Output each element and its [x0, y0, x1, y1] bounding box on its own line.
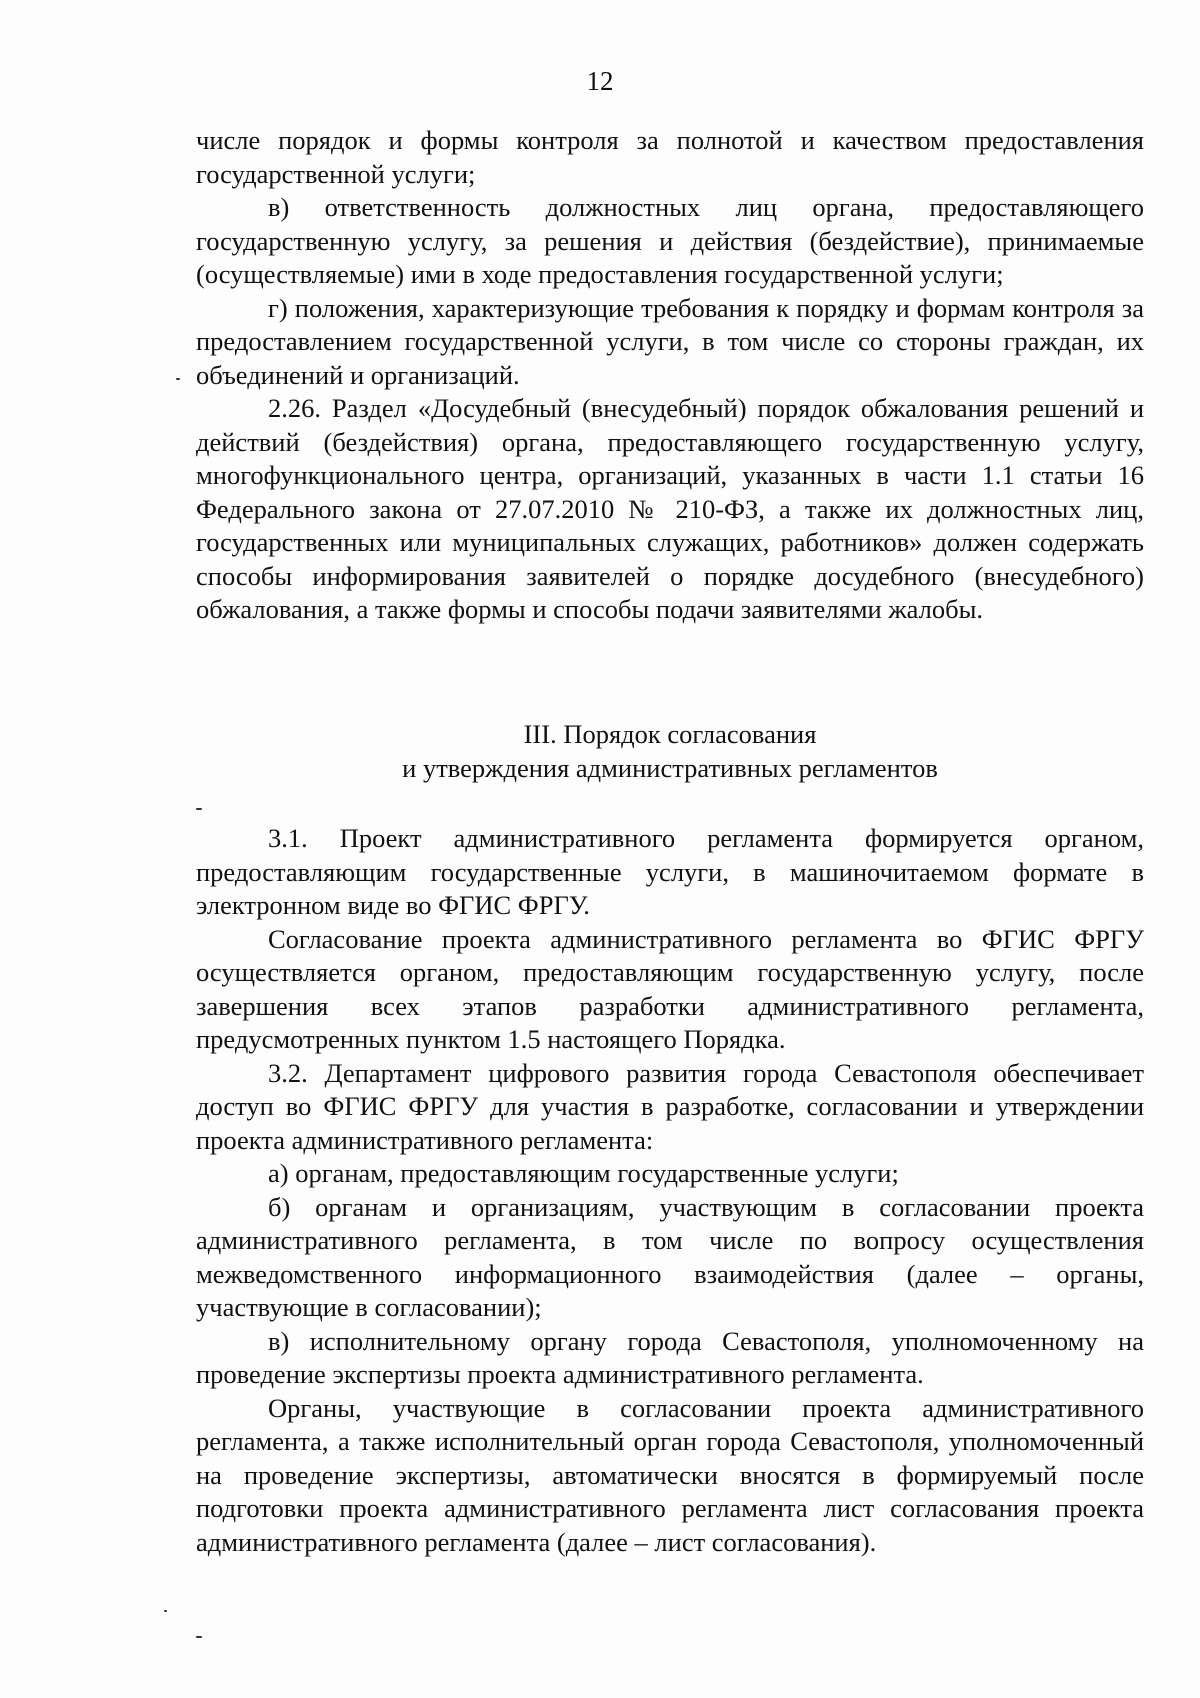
- paragraph: б) органам и организациям, участвующим в согласовании проекта административного регламента, в том числе по вопросу осуществления межведомственного информационного взаимодействия (далее – органы, участвующие в согласовании);: [196, 1191, 1144, 1322]
- page-number: 12: [586, 66, 614, 96]
- paragraph: 2.26. Раздел «Досудебный (внесудебный) порядок обжалования решений и действий (бездействия) органа, предоставляющего государственную услугу, многофункционального центра, организаций, указанных в части 1.1 статьи 16 Федерального закона от 27.07.2010 № 210-ФЗ, а также их должностных лиц, государственных или муниципальных служащих, работников» должен содержать способы информирования заявителей о порядке досудебного (внесудебного) обжалования, а также формы и способы подачи заявителями жалобы.: [196, 393, 1144, 624]
- paragraph: Согласование проекта административного регламента во ФГИС ФРГУ осуществляется органом, предоставляющим государственную услугу, после завершения всех этапов разработки административного регламента, предусмотренных пунктом 1.5 настоящего Порядка.: [196, 923, 1144, 1054]
- section-3-text: [196, 822, 1144, 1559]
- heading-line: и утверждения административных регламентов: [402, 752, 938, 783]
- scan-speck: [164, 1610, 167, 1612]
- paragraph: 3.2. Департамент цифрового развития города Севастополя обеспечивает доступ во ФГИС ФРГУ для участия в разработке, согласовании и утверждении проекта административного регламента:: [196, 1057, 1144, 1155]
- heading-line: III. Порядок согласования: [523, 719, 817, 749]
- paragraph: в) исполнительному органу города Севастополя, уполномоченному на проведение экспертизы проекта административного регламента.: [196, 1325, 1144, 1389]
- paragraph: 3.1. Проект административного регламента формируется органом, предоставляющим государственные услуги, в машиночитаемом формате в электронном виде во ФГИС ФРГУ.: [196, 823, 1144, 920]
- scan-speck: [196, 1636, 202, 1638]
- scan-speck: [196, 808, 202, 810]
- scan-speck: [176, 378, 180, 380]
- paragraph: Органы, участвующие в согласовании проекта административного регламента, а также исполнительный орган города Севастополя, уполномоченный на проведение экспертизы, автоматически вносятся в формируемый после подготовки проекта административного регламента лист согласования проекта административного регламента (далее – лист согласования).: [196, 1392, 1144, 1557]
- section-3-heading: [196, 718, 1144, 785]
- paragraph: г) положения, характеризующие требования к порядку и формам контроля за предоставлением государственной услуги, в том числе со стороны граждан, их объединений и организаций.: [196, 292, 1144, 390]
- paragraph: в) ответственность должностных лиц органа, предоставляющего государственную услугу, за решения и действия (бездействие), принимаемые (осуществляемые) ими в ходе предоставления государственной услуги;: [196, 192, 1144, 289]
- paragraph: числе порядок и формы контроля за полнотой и качеством предоставления государственной услуги;: [196, 125, 1144, 189]
- section-2-text: [196, 124, 1144, 627]
- paragraph: а) органам, предоставляющим государственные услуги;: [268, 1158, 899, 1188]
